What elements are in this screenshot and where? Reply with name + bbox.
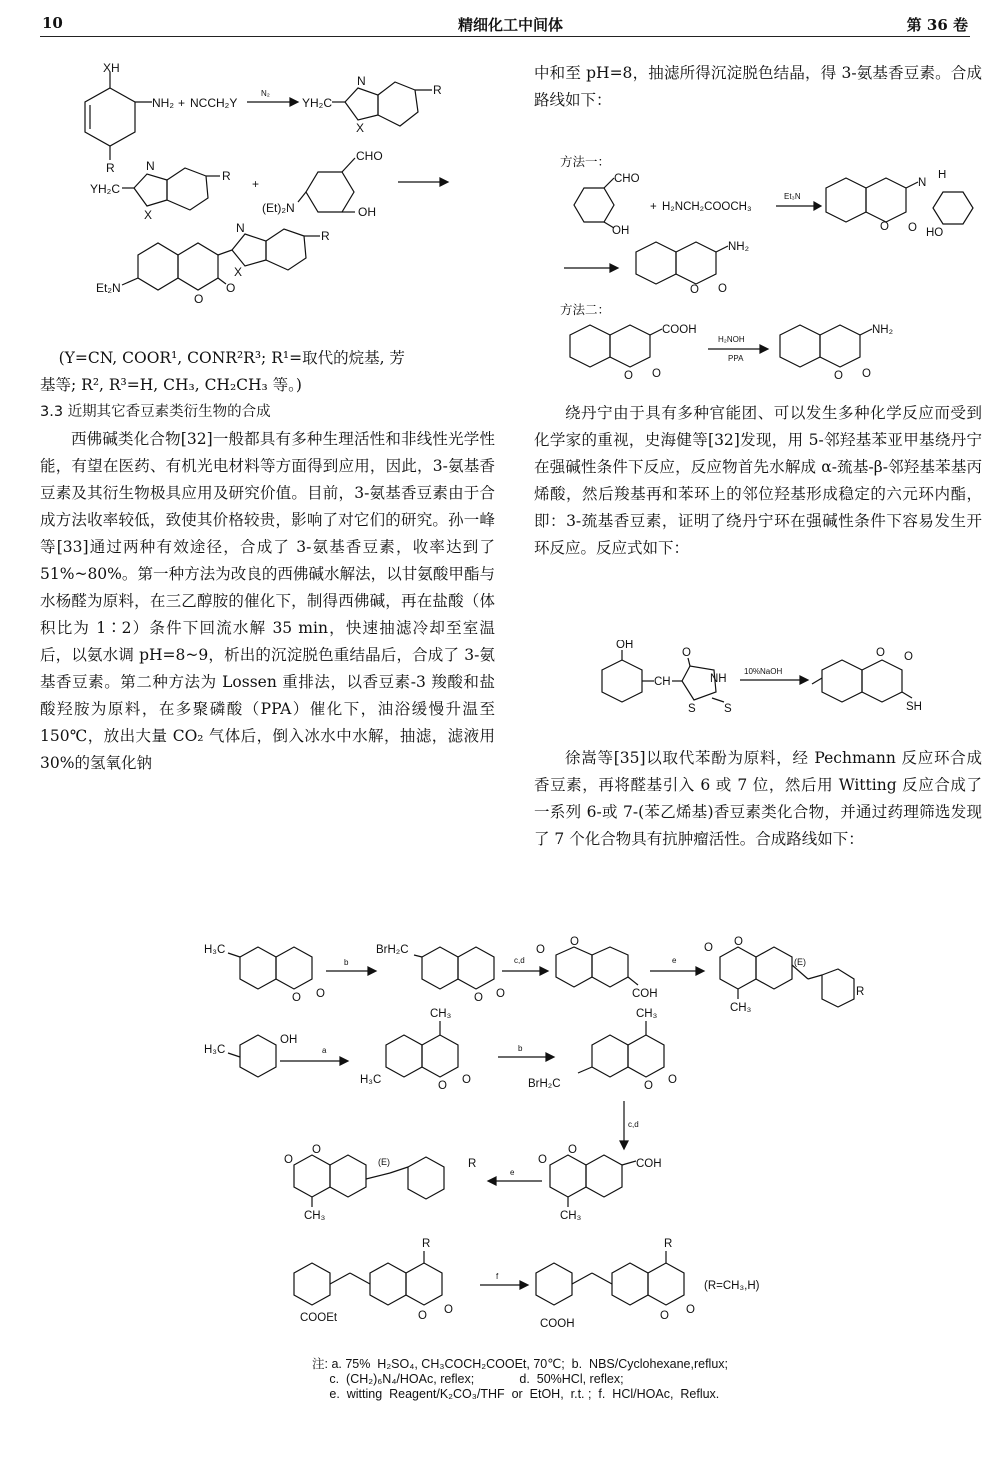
ch3-label: CH₃: [730, 1002, 752, 1014]
plus-sign: +: [178, 96, 186, 110]
o-label-2: O: [226, 281, 236, 295]
right-paragraph-3: 徐嵩等[35]以取代苯酚为原料，经 Pechmann 反应环合成香豆素，再将醛基引入 6 或 7 位，然后用 Witting 反应合成了一系列 6-或 7-(苯乙烯基)香豆素类化合物，并通过药理筛选发现了 7 个化合物具有抗肿瘤活性。合成路线如下：: [534, 749, 982, 848]
cho-label: CHO: [614, 173, 640, 185]
naoh-label: 10%NaOH: [744, 667, 783, 676]
glycine-ester-label: H₂NCH₂COOCH₃: [662, 201, 752, 213]
step-e-label-2: e: [510, 1168, 515, 1177]
volume-label: 第 36 卷: [906, 16, 968, 34]
note-line-3: e. witting Reagent/K₂CO₃/THF or EtOH, r.t. ; f. HCl/HOAc, Reflux.: [312, 1387, 720, 1401]
step-a-label: a: [322, 1046, 327, 1055]
ring-o-label: O: [880, 221, 889, 233]
carbonyl-o-label: O: [652, 368, 661, 380]
note-line-1: 注: a. 75% H₂SO₄, CH₃COCH₂COOEt, 70℃; b. NBS/Cyclohexane,reflux;: [312, 1357, 729, 1371]
n-label-3: N: [236, 221, 245, 235]
et2n-label-2: Et₂N: [96, 281, 121, 295]
r-label-4: R: [321, 229, 330, 243]
nh-label: NH: [710, 673, 727, 685]
carbonyl-o-label-2: O: [718, 283, 727, 295]
e-isomer-label-2: (E): [378, 1157, 390, 1167]
ring-o-label: O: [876, 647, 885, 659]
carbonyl-o-6: O: [668, 1074, 677, 1086]
carbonyl-o-label: O: [908, 222, 917, 234]
n-label: N: [918, 177, 927, 189]
n-label: N: [357, 74, 366, 88]
right-para-2: [534, 400, 982, 562]
et3n-label: Et₃N: [784, 192, 801, 201]
rhodanine-reaction: [590, 640, 930, 720]
nh2-label: NH₂: [152, 96, 174, 110]
step-cd-label: c,d: [514, 956, 525, 965]
left-paragraph: 西佛碱类化合物[32]一般都具有多种生理活性和非线性光学性能，有望在医药、有机光电材料等方面得到应用，因此，3-氨基香豆素及其衍生物极具应用及研究价值。目前，3-氨基香豆素由于合成方法收率较低，致使其价格较贵，影响了对它们的研究。孙一峰等[33]通过两种有效途径，合成了 3-氨基香豆素，收率达到了 51%~80%。第一种方法为改良的西佛碱水解法，以甘氨酸甲酯与水杨醛为原料，在三乙醇胺的催化下，制得西佛碱，再在盐酸（体积比为 1∶2）条件下回流水解 35 min，快速抽滤冷却至室温后，以氨水调 pH=8~9，析出的沉淀脱色重结晶后，合成了 3-氨基香豆素。第二种方法为 Lossen 重排法，以香豆素-3 羧酸和盐酸羟胺为原料，在多聚磷酸（PPA）催化下，油浴缓慢升温至 150℃，放出大量 CO₂ 气体后，倒入冰水中水解，抽滤，滤液用 30%的氢氧化钠: [40, 430, 495, 772]
h3c-label: H₃C: [204, 944, 226, 956]
footnote-line-2: 基等; R², R³=H, CH₃, CH₂CH₃ 等。): [40, 376, 302, 394]
page-number: 10: [42, 14, 63, 32]
cooh-label: COOH: [540, 1318, 575, 1330]
plus-sign-2: +: [252, 177, 260, 191]
right-para-1: [534, 60, 982, 114]
carbonyl-o-8: O: [538, 1154, 547, 1166]
ring-o-3: O: [570, 936, 579, 948]
ch3-label-3: CH₃: [636, 1008, 658, 1020]
step-f-label: f: [496, 1272, 499, 1281]
e-isomer-label: (E): [794, 957, 806, 967]
coh-label: COH: [632, 988, 658, 1000]
s-label: S: [688, 703, 696, 715]
oh-label: OH: [612, 225, 630, 237]
ring-o-6: O: [644, 1080, 653, 1092]
yh2c-label-2: YH₂C: [90, 182, 120, 196]
x-label-3: X: [234, 265, 243, 279]
nh2-label: NH₂: [728, 241, 750, 253]
footnote-line-1: (Y=CN, COOR¹, CONR²R³; R¹=取代的烷基, 芳: [58, 349, 405, 367]
reagent-label: NCCH₂Y: [190, 96, 238, 110]
et2n-label: (Et)₂N: [262, 201, 295, 215]
carbonyl-o-10: O: [686, 1304, 695, 1316]
nh2-label: NH₂: [872, 324, 894, 336]
cooet-label: COOEt: [300, 1312, 338, 1324]
step-e-label: e: [672, 956, 677, 965]
r-label-2: R: [468, 1158, 477, 1170]
r-label: R: [856, 986, 865, 998]
ring-o-label-2: O: [690, 284, 699, 296]
carbonyl-o-label: O: [904, 651, 913, 663]
method-1-label: 方法一：: [560, 154, 611, 169]
h3c-label-2: H₃C: [204, 1044, 226, 1056]
n-label-2: N: [146, 159, 155, 173]
scheme-notes: [312, 1357, 728, 1402]
oh-label: OH: [358, 205, 376, 219]
ring-o-2: O: [474, 992, 483, 1004]
ring-o-10: O: [660, 1310, 669, 1322]
ring-o-label: O: [624, 370, 633, 382]
carbonyl-o-5: O: [462, 1074, 471, 1086]
oh-label: OH: [616, 640, 634, 651]
section-heading: 3.3 近期其它香豆素类衍生物的合成: [40, 404, 271, 420]
ch3-label-2: CH₃: [430, 1008, 452, 1020]
benzazole-scheme: [40, 60, 510, 340]
ring-o-label-2: O: [834, 370, 843, 382]
carbonyl-o-3: O: [536, 944, 545, 956]
right-paragraph-1: 中和至 pH=8，抽滤所得沉淀脱色结晶，得 3-氨基香豆素。合成路线如下：: [534, 64, 982, 109]
carbonyl-o-7: O: [284, 1154, 293, 1166]
right-para-3: [534, 745, 982, 853]
note-line-2: c. (CH₂)₆N₄/HOAc, reflex; d. 50%HCl, reflex;: [312, 1372, 624, 1386]
method-2-scheme: [558, 315, 988, 385]
step-cd-label-2: c,d: [628, 1120, 639, 1129]
styrylcoumarin-scheme: [200, 935, 880, 1355]
ring-o-4: O: [734, 936, 743, 948]
ring-o-1: O: [292, 992, 301, 1004]
oh-label: OH: [280, 1034, 298, 1046]
xh-label: XH: [103, 61, 120, 75]
ring-o-8: O: [568, 1144, 577, 1156]
carbonyl-o-1: O: [316, 988, 325, 1000]
coh-label-2: COH: [636, 1158, 662, 1170]
ch-label: CH: [654, 676, 671, 688]
r-condition-label: (R=CH₃,H): [704, 1280, 760, 1292]
r-label-3: R: [422, 1238, 431, 1250]
s-label-2: S: [724, 703, 732, 715]
ring-o-9: O: [418, 1310, 427, 1322]
ring-o-5: O: [438, 1080, 447, 1092]
plus-sign: +: [650, 201, 657, 213]
brh2c-label-2: BrH₂C: [528, 1078, 561, 1090]
right-paragraph-2: 绕丹宁由于具有多种官能团、可以发生多种化学反应而受到化学家的重视，史海健等[32]发现，用 5-邻羟基苯亚甲基绕丹宁在强碱性条件下反应，反应物首先水解成 α-巯基-β-邻羟基苯基丙烯酸，然后羧基再和苯环上的邻位羟基形成稳定的六元环内酯，即：3-巯基香豆素，证明了绕丹宁环在强碱性条件下容易发生开环反应。反应式如下：: [534, 404, 982, 557]
step-b-label-2: b: [518, 1044, 523, 1053]
h2noh-label: H₂NOH: [718, 335, 745, 344]
x-label: X: [356, 121, 365, 135]
carbonyl-o-9: O: [444, 1304, 453, 1316]
carbonyl-o-label-2: O: [862, 368, 871, 380]
carbonyl-o-4: O: [704, 942, 713, 954]
cho-label: CHO: [356, 149, 383, 163]
journal-title: 精细化工中间体: [458, 16, 564, 34]
r-label: R: [106, 161, 115, 175]
o-label: O: [194, 292, 204, 306]
step-b-label: b: [344, 958, 349, 967]
method-1-scheme: [558, 170, 988, 300]
yh2c-label: YH₂C: [302, 96, 332, 110]
r-label-3: R: [222, 169, 231, 183]
ch3-label-4: CH₃: [304, 1210, 326, 1222]
ppa-label: PPA: [728, 354, 744, 363]
carbonyl-o-2: O: [496, 988, 505, 1000]
left-column: [40, 345, 495, 777]
ho-label: HO: [926, 227, 944, 239]
x-label-2: X: [144, 208, 153, 222]
ch3-label-5: CH₃: [560, 1210, 582, 1222]
ring-o-7: O: [312, 1144, 321, 1156]
o-label: O: [682, 647, 691, 659]
n2-label: N₂: [261, 89, 270, 98]
page-header: [40, 8, 970, 37]
cooh-label: COOH: [662, 324, 697, 336]
brh2c-label: BrH₂C: [376, 944, 409, 956]
r-label-2: R: [433, 83, 442, 97]
h3c-label-3: H₃C: [360, 1074, 382, 1086]
sh-label: SH: [906, 701, 922, 713]
h-label: H: [938, 170, 947, 181]
r-label-4: R: [664, 1238, 673, 1250]
method-2-label: 方法二：: [560, 302, 611, 317]
